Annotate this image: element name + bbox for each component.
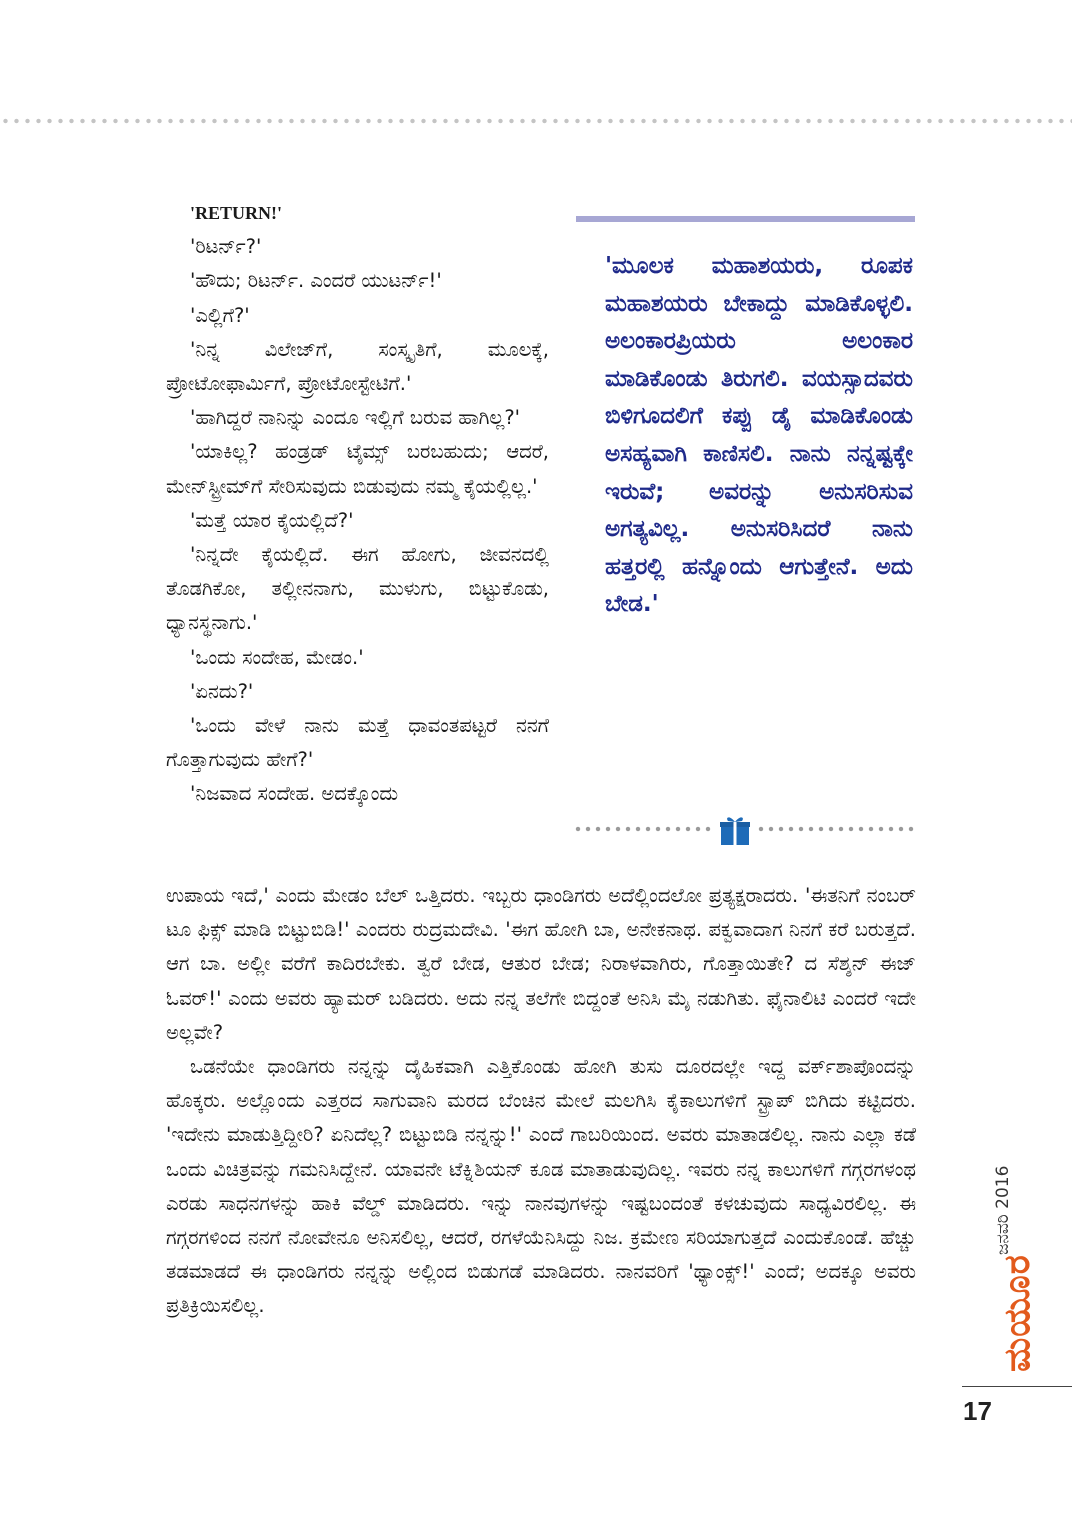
paragraph: 'ಯಾಕಿಲ್ಲ? ಹಂಡ್ರಡ್ ಟೈಮ್ಸ್ ಬರಬಹುದು; ಆದರೆ, ಮೇನ್‌ಸ್ಟ್ರೀಮ್‌ಗೆ ಸೇರಿಸುವುದು ಬಿಡುವುದು ನಮ್ಮ ಕೈಯಲ್ಲಿಲ್ಲ.' [166,440,549,498]
paragraph: 'ಮತ್ತೆ ಯಾರ ಕೈಯಲ್ಲಿದೆ?' [190,508,354,532]
paragraph: 'ನಿಜವಾದ ಸಂದೇಹ. ಅದಕ್ಕೊಂದು [190,782,399,806]
page-number: 17 [963,1396,992,1426]
paragraph: 'ರಿಟರ್ನ್?' [190,235,262,259]
top-dotted-border [0,118,1072,124]
paragraph: 'ಹೌದು; ರಿಟರ್ನ್. ಎಂದರೆ ಯುಟರ್ನ್!' [190,269,442,293]
divider-dots-left [573,826,713,832]
paragraph: 'ನಿನ್ನದೇ ಕೈಯಲ್ಲಿದೆ. ಈಗ ಹೋಗು, ಜೀವನದಲ್ಲಿ ತೊಡಗಿಕೋ, ತಲ್ಲೀನನಾಗು, ಮುಳುಗು, ಬಿಟ್ಟುಕೊಡು, ಧ್ಯಾನಸ್ಥನಾಗು.' [166,543,549,635]
paragraph: 'ಎಲ್ಲಿಗೆ?' [190,303,250,327]
pull-quote-divider [573,814,916,844]
paragraph: 'ಒಂದು ಸಂದೇಹ, ಮೇಡಂ.' [190,645,364,669]
gift-icon [719,814,751,846]
paragraph: ಉಪಾಯ ಇದೆ,' ಎಂದು ಮೇಡಂ ಬೆಲ್ ಒತ್ತಿದರು. ಇಬ್ಬರು ಧಾಂಡಿಗರು ಅದೆಲ್ಲಿಂದಲೋ ಪ್ರತ್ಯಕ್ಷರಾದರು. 'ಈತನಿಗೆ ನಂಬರ್ ಟೂ ಫಿಕ್ಸ್ ಮಾಡಿ ಬಿಟ್ಟುಬಿಡಿ!' ಎಂದರು ರುದ್ರಮದೇವಿ. 'ಈಗ ಹೋಗಿ ಬಾ, ಅನೇಕನಾಥ. ಪಕ್ವವಾದಾಗ ನಿನಗೆ ಕರೆ ಬರುತ್ತದೆ. ಆಗ ಬಾ. ಅಲ್ಲೀ ವರೆಗೆ ಕಾದಿರಬೇಕು. ತ್ವರೆ ಬೇಡ, ಆತುರ ಬೇಡ; ನಿರಾಳವಾಗಿರು, ಗೊತ್ತಾಯಿತೇ? ದ ಸೆಶ್ಶನ್ ಈಜ್ ಓವರ್!' ಎಂದು ಅವರು ಹ್ಯಾಮರ್ ಬಡಿದರು. ಅದು ನನ್ನ ತಲೆಗೇ ಬಿದ್ದಂತೆ ಅನಿಸಿ ಮೈ ನಡುಗಿತು. ಫೈನಾಲಿಟಿ ಎಂದರೆ ಇದೇ ಅಲ್ಲವೇ? [166,884,916,1044]
paragraph: 'RETURN!' [190,203,283,223]
divider-dots-right [756,826,916,832]
pull-quote-rule [576,216,915,222]
magazine-logo: ಮಯೂರ [997,1254,1038,1372]
full-width-text [166,879,916,1324]
page-number-rule [962,1386,1072,1387]
issue-date: ಜನವರಿ 2016 [993,1165,1013,1255]
paragraph: 'ಹಾಗಿದ್ದರೆ ನಾನಿನ್ನು ಎಂದೂ ಇಲ್ಲಿಗೆ ಬರುವ ಹಾಗಿಲ್ಲ?' [190,406,521,430]
paragraph: 'ಏನದು?' [190,679,254,703]
paragraph: 'ಒಂದು ವೇಳೆ ನಾನು ಮತ್ತೆ ಧಾವಂತಪಟ್ಟರೆ ನನಗೆ ಗೊತ್ತಾಗುವುದು ಹೇಗೆ?' [166,714,549,772]
pull-quote: 'ಮೂಲಕ ಮಹಾಶಯರು, ರೂಪಕ ಮಹಾಶಯರು ಬೇಕಾದ್ದು ಮಾಡಿಕೊಳ್ಳಲಿ. ಅಲಂಕಾರಪ್ರಿಯರು ಅಲಂಕಾರ ಮಾಡಿಕೊಂಡು ತಿರುಗಲಿ. ವಯಸ್ಸಾದವರು ಬಿಳಿಗೂದಲಿಗೆ ಕಪ್ಪು ಡೈ ಮಾಡಿಕೊಂಡು ಅಸಹ್ಯವಾಗಿ ಕಾಣಿಸಲಿ. ನಾನು ನನ್ನಷ್ಟಕ್ಕೇ ಇರುವೆ; ಅವರನ್ನು ಅನುಸರಿಸುವ ಅಗತ್ಯವಿಲ್ಲ. ಅನುಸರಿಸಿದರೆ ನಾನು ಹತ್ತರಲ್ಲಿ ಹನ್ನೊಂದು ಆಗುತ್ತೇನೆ. ಅದು ಬೇಡ.' [605,253,913,618]
left-column-text [166,196,549,812]
paragraph: ಒಡನೆಯೇ ಧಾಂಡಿಗರು ನನ್ನನ್ನು ದೈಹಿಕವಾಗಿ ಎತ್ತಿಕೊಂಡು ಹೋಗಿ ತುಸು ದೂರದಲ್ಲೇ ಇದ್ದ ವರ್ಕ್‌ಶಾಪೊಂದನ್ನು ಹೊಕ್ಕರು. ಅಲ್ಲೊಂದು ಎತ್ತರದ ಸಾಗುವಾನಿ ಮರದ ಬೆಂಚಿನ ಮೇಲೆ ಮಲಗಿಸಿ ಕೈಕಾಲುಗಳಿಗೆ ಸ್ಟ್ರಾಪ್ ಬಿಗಿದು ಕಟ್ಟಿದರು. 'ಇದೇನು ಮಾಡುತ್ತಿದ್ದೀರಿ? ಏನಿದೆಲ್ಲ? ಬಿಟ್ಟುಬಿಡಿ ನನ್ನನ್ನು!' ಎಂದೆ ಗಾಬರಿಯಿಂದ. ಅವರು ಮಾತಾಡಲಿಲ್ಲ. ನಾನು ಎಲ್ಲಾ ಕಡೆ ಒಂದು ವಿಚಿತ್ರವನ್ನು ಗಮನಿಸಿದ್ದೇನೆ. ಯಾವನೇ ಟೆಕ್ನಿಶಿಯನ್ ಕೂಡ ಮಾತಾಡುವುದಿಲ್ಲ. ಇವರು ನನ್ನ ಕಾಲುಗಳಿಗೆ ಗಗ್ಗರಗಳಂಥ ಎರಡು ಸಾಧನಗಳನ್ನು ಹಾಕಿ ವೆಲ್ಡ್ ಮಾಡಿದರು. ಇನ್ನು ನಾನವುಗಳನ್ನು ಇಷ್ಟಬಂದಂತೆ ಕಳಚುವುದು ಸಾಧ್ಯವಿರಲಿಲ್ಲ. ಈ ಗಗ್ಗರಗಳಿಂದ ನನಗೆ ನೋವೇನೂ ಅನಿಸಲಿಲ್ಲ, ಆದರೆ, ರಗಳೆಯೆನಿಸಿದ್ದು ನಿಜ. ಕ್ರಮೇಣ ಸರಿಯಾಗುತ್ತದೆ ಎಂದುಕೊಂಡೆ. ಹೆಚ್ಚು ತಡಮಾಡದೆ ಈ ಧಾಂಡಿಗರು ನನ್ನನ್ನು ಅಲ್ಲಿಂದ ಬಿಡುಗಡೆ ಮಾಡಿದರು. ನಾನವರಿಗೆ 'ಥ್ಯಾಂಕ್ಸ್!' ಎಂದೆ; ಅದಕ್ಕೂ ಅವರು ಪ್ರತಿಕ್ರಿಯಿಸಲಿಲ್ಲ. [166,1055,916,1318]
paragraph: 'ನಿನ್ನ ವಿಲೇಜ್‌ಗೆ, ಸಂಸ್ಕೃತಿಗೆ, ಮೂಲಕ್ಕೆ, ಪ್ರೋಟೋಫಾರ್ಮಿಗೆ, ಪ್ರೋಟೋಸ್ಟೇಟಿಗೆ.' [166,337,549,396]
